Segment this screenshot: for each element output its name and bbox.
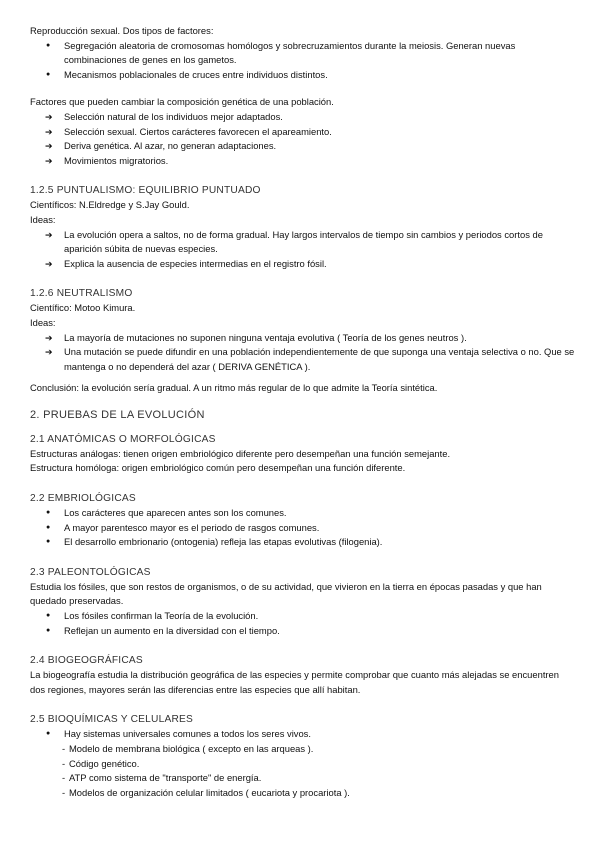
- list-item: ➔ Selección natural de los individuos mejor adaptados.: [30, 110, 575, 125]
- paleontologicas-list: [30, 609, 575, 638]
- list-item: ● El desarrollo embrionario (ontogenia) refleja las etapas evolutivas (filogenia).: [30, 535, 575, 550]
- list-item: ● Los carácteres que aparecen antes son los comunes.: [30, 506, 575, 521]
- intro-title: Reproducción sexual. Dos tipos de factores:: [30, 25, 214, 36]
- list-item: ● Segregación aleatoria de cromosomas homólogos y sobrecruzamientos durante la meiosis. Generan nuevas combinaciones de genes en los gametos.: [30, 39, 575, 68]
- list-item: ➔ Deriva genética. Al azar, no generan adaptaciones.: [30, 139, 575, 154]
- intro-list: [30, 39, 575, 83]
- list-item: ● Hay sistemas universales comunes a todos los seres vivos.: [30, 727, 575, 742]
- neutralismo-list: [30, 331, 575, 375]
- list-item: ➔ Movimientos migratorios.: [30, 154, 575, 169]
- anatomicas-line: Estructuras análogas: tienen origen embriológico diferente pero desempeñan una función semejante.: [30, 447, 451, 459]
- sub-list-item: [30, 757, 575, 772]
- sub-list-item: [30, 771, 575, 786]
- sub-list-item-text: Modelo de membrana biológica ( excepto en las arqueas ).: [69, 743, 314, 754]
- sub-list-item: [30, 742, 575, 757]
- section-heading-bioquimicas: 2.5 BIOQUÍMICAS Y CELULARES: [30, 714, 193, 726]
- biogeograficas-text: La biogeografía estudia la distribución geográfica de las especies y permite comprobar que cuanto más alejadas se encuentren dos regiones, mayores serán las diferencias entre las especies que allí habitan.: [30, 669, 559, 695]
- section-heading-paleontologicas: 2.3 PALEONTOLÓGICAS: [30, 566, 151, 578]
- anatomicas-line: Estructura homóloga: origen embriológico común pero desempeñan una función diferente.: [30, 462, 406, 474]
- sub-list-item-text: Modelos de organización celular limitados ( eucariota y procariota ).: [69, 786, 350, 798]
- sub-list-item: [30, 786, 575, 801]
- sub-list-item-text: Código genético.: [69, 757, 140, 769]
- section-heading-neutralismo: 1.2.6 NEUTRALISMO: [30, 288, 133, 300]
- puntualismo-scientists: Científicos: N.Eldredge y S.Jay Gould.: [30, 199, 190, 211]
- list-item: ➔ Una mutación se puede difundir en una población independientemente de que suponga una ventaja selectiva o no. Que se mantenga o no dependerá del azar ( DERIVA GENÉTICA ).: [30, 345, 575, 374]
- list-item: ➔ Selección sexual. Ciertos carácteres favorecen el apareamiento.: [30, 125, 575, 140]
- list-item: ● Mecanismos poblacionales de cruces entre individuos distintos.: [30, 68, 575, 83]
- factors-title: Factores que pueden cambiar la composición genética de una población.: [30, 96, 334, 108]
- neutralismo-conclusion: Conclusión: la evolución sería gradual. A un ritmo más regular de lo que admite la Teoría sintética.: [30, 382, 438, 394]
- neutralismo-ideas-label: Ideas:: [30, 316, 56, 328]
- list-item: ● Reflejan un aumento en la diversidad con el tiempo.: [30, 624, 575, 639]
- puntualismo-list: [30, 228, 575, 272]
- bioquimicas-list: [30, 727, 575, 742]
- neutralismo-scientist: Científico: Motoo Kimura.: [30, 302, 136, 314]
- puntualismo-ideas-label: Ideas:: [30, 213, 56, 225]
- section-heading-anatomicas: 2.1 ANATÓMICAS O MORFOLÓGICAS: [30, 433, 216, 445]
- section-heading-embriologicas: 2.2 EMBRIOLÓGICAS: [30, 493, 136, 505]
- section-heading-pruebas: 2. PRUEBAS DE LA EVOLUCIÓN: [30, 408, 205, 421]
- document-page: [30, 24, 575, 800]
- embriologicas-list: [30, 506, 575, 550]
- list-item: ➔ La mayoría de mutaciones no suponen ninguna ventaja evolutiva ( Teoría de los genes neutros ).: [30, 331, 575, 346]
- section-heading-puntualismo: 1.2.5 PUNTUALISMO: EQUILIBRIO PUNTUADO: [30, 185, 261, 197]
- sub-list-item-text: ATP como sistema de "transporte" de energía.: [69, 772, 262, 784]
- list-item: ➔ Explica la ausencia de especies intermedias en el registro fósil.: [30, 257, 575, 272]
- bioquimicas-sublist: [30, 742, 575, 800]
- factors-list: [30, 110, 575, 168]
- list-item: ● A mayor parentesco mayor es el periodo de rasgos comunes.: [30, 521, 575, 536]
- section-heading-biogeograficas: 2.4 BIOGEOGRÁFICAS: [30, 655, 143, 667]
- paleontologicas-text: Estudia los fósiles, que son restos de organismos, o de su actividad, que vivieron en la tierra en épocas pasadas y que han quedado preservadas.: [30, 580, 542, 607]
- list-item: ➔ La evolución opera a saltos, no de forma gradual. Hay largos intervalos de tiempo sin cambios y periodos cortos de aparición súbita de nuevas especies.: [30, 228, 575, 257]
- list-item: ● Los fósiles confirman la Teoría de la evolución.: [30, 609, 575, 624]
